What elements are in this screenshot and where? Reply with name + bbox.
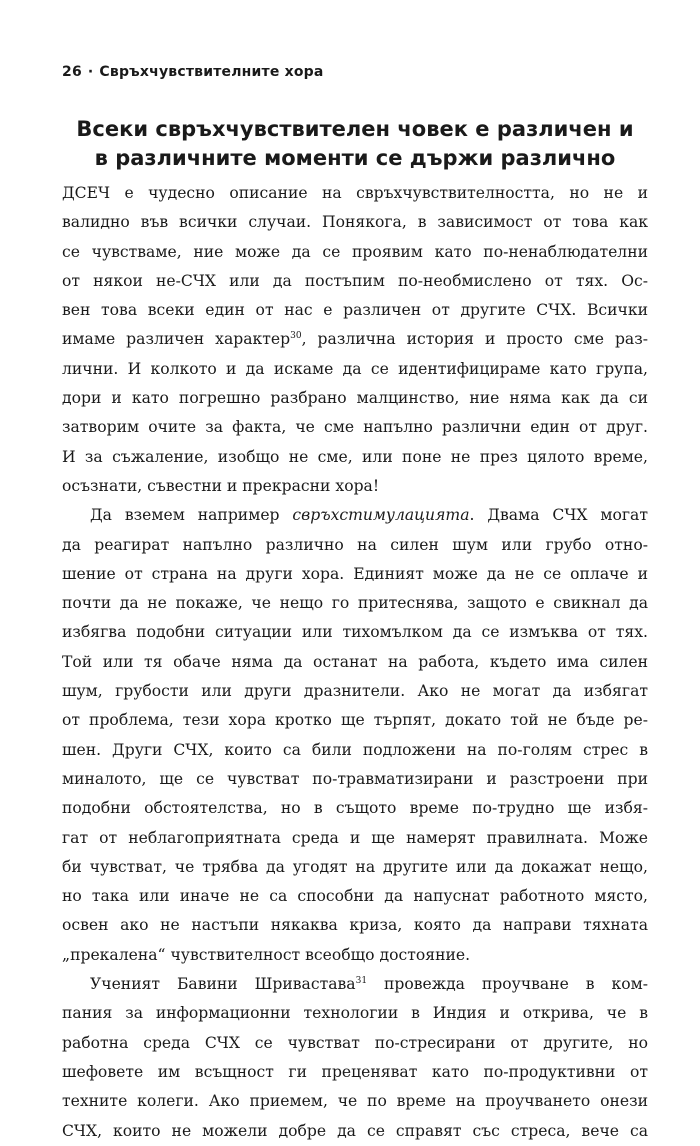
text-line — [62, 413, 648, 442]
text-run: техните колеги. Ако приемем, че по време на проучването онези — [62, 1092, 648, 1111]
text-line — [62, 824, 648, 853]
text-line — [62, 589, 648, 618]
text-line — [62, 531, 648, 560]
text-line — [62, 736, 648, 765]
section-heading-line: Всеки свръхчувствителен човек е различен и — [76, 117, 634, 141]
section-heading-line: в различните моменти се държи различно — [94, 146, 616, 170]
text-line — [62, 999, 648, 1028]
text-run: лични. И колкото и да искаме да се идентифицираме като група, — [62, 359, 648, 378]
text-line — [62, 794, 648, 823]
text-run: осъзнати, съвестни и прекрасни хора! — [62, 476, 380, 495]
text-line — [62, 1117, 648, 1146]
text-run: шение от страна на други хора. Единият може да не се оплаче и — [62, 564, 648, 583]
text-line — [62, 1087, 648, 1116]
text-line — [62, 238, 648, 267]
text-run: но така или иначе не са способни да напуснат работното място, — [62, 887, 648, 906]
text-line — [62, 267, 648, 296]
text-line — [62, 1029, 648, 1058]
text-line — [62, 853, 648, 882]
text-run: Да вземем например — [90, 506, 293, 525]
text-run: имаме различен характер — [62, 330, 291, 349]
text-run: СЧХ, които не можели добре да се справят със стреса, вече са — [62, 1121, 648, 1140]
text-run: пания за информационни технологии в Индия и открива, че в — [62, 1004, 648, 1023]
text-run: шум, грубости или други дразнители. Ако не могат да избягат — [62, 682, 648, 701]
text-run: почти да не покаже, че нещо го притеснява, защото е свикнал да — [62, 594, 648, 613]
text-line — [62, 179, 648, 208]
text-run: миналото, ще се чувстват по-травматизирани и разстроени при — [62, 769, 648, 788]
body-text — [62, 179, 648, 1146]
text-run: шефовете им всъщност ги преценяват като по-продуктивни от — [62, 1062, 648, 1081]
text-run: провежда проучване в ком- — [367, 975, 648, 994]
text-line — [62, 384, 648, 413]
footnote-marker: 30 — [290, 331, 302, 342]
book-title: Свръхчувствителните хора — [99, 64, 324, 80]
text-line — [62, 648, 648, 677]
paragraph — [62, 501, 648, 970]
text-line — [62, 208, 648, 237]
text-run: подобни обстоятелства, но в същото време по-трудно ще избя- — [62, 799, 648, 818]
text-run: гат от неблагоприятната среда и ще намерят правилната. Може — [62, 828, 648, 847]
text-run: да реагират напълно различно на силен шум или грубо отно- — [62, 535, 648, 554]
text-line — [62, 882, 648, 911]
text-line — [62, 941, 648, 970]
text-run: Ученият Бавини Шривастава — [90, 975, 356, 994]
text-line — [62, 355, 648, 384]
text-line — [62, 765, 648, 794]
text-run: ДСЕЧ е чудесно описание на свръхчувствителността, но не и — [62, 184, 648, 202]
text-run: шен. Други СЧХ, които са били подложени на по-голям стрес в — [62, 740, 648, 759]
page-number: 26 — [62, 64, 82, 80]
text-line — [62, 501, 648, 530]
paragraph — [62, 970, 648, 1146]
text-line — [62, 706, 648, 735]
paragraph — [62, 179, 648, 501]
text-line — [62, 618, 648, 647]
text-run: дори и като погрешно разбрано малцинство, ние няма как да си — [62, 389, 648, 408]
text-run: И за съжаление, изобщо не сме, или поне не през цялото време, — [62, 447, 648, 466]
text-run: се чувстваме, ние може да се проявим като по-ненаблюдателни — [62, 242, 648, 261]
text-line — [62, 443, 648, 472]
text-line — [62, 472, 648, 501]
text-line — [62, 325, 648, 354]
text-line — [62, 677, 648, 706]
text-run: затворим очите за факта, че сме напълно различни един от друг. — [62, 418, 648, 437]
text-run: „прекалена“ чувствителност всеобщо достояние. — [62, 945, 471, 964]
text-run: избягва подобни ситуации или тихомълком да се измъква от тях. — [62, 623, 648, 642]
text-line — [62, 970, 648, 999]
text-run: Той или тя обаче няма да останат на работа, където има силен — [62, 652, 648, 671]
book-page — [62, 62, 648, 1146]
text-line — [62, 911, 648, 940]
running-head — [62, 62, 648, 82]
text-line — [62, 1058, 648, 1087]
header-separator: · — [87, 64, 94, 80]
section-heading — [62, 115, 648, 173]
text-run: валидно във всички случаи. Понякога, в зависимост от това как — [62, 213, 648, 232]
footnote-marker: 31 — [355, 975, 368, 986]
text-run: би чувстват, че трябва да угодят на другите или да докажат нещо, — [62, 857, 648, 876]
text-run: работна среда СЧХ се чувстват по-стресирани от другите, но — [62, 1033, 648, 1052]
text-run: , различна история и просто сме раз- — [301, 330, 648, 349]
text-run: освен ако не настъпи някаква криза, която да направи тяхната — [62, 916, 648, 935]
text-line — [62, 296, 648, 325]
text-run: . Двама СЧХ могат — [469, 506, 648, 525]
italic-term: свръхстимулацията — [292, 506, 470, 525]
text-run: от проблема, тези хора кротко ще търпят, докато той не бъде ре- — [62, 711, 648, 730]
text-run: вен това всеки един от нас е различен от другите СЧХ. Всички — [62, 301, 648, 320]
text-line — [62, 560, 648, 589]
text-run: от някои не-СЧХ или да постъпим по-необмислено от тях. Ос- — [62, 271, 648, 290]
